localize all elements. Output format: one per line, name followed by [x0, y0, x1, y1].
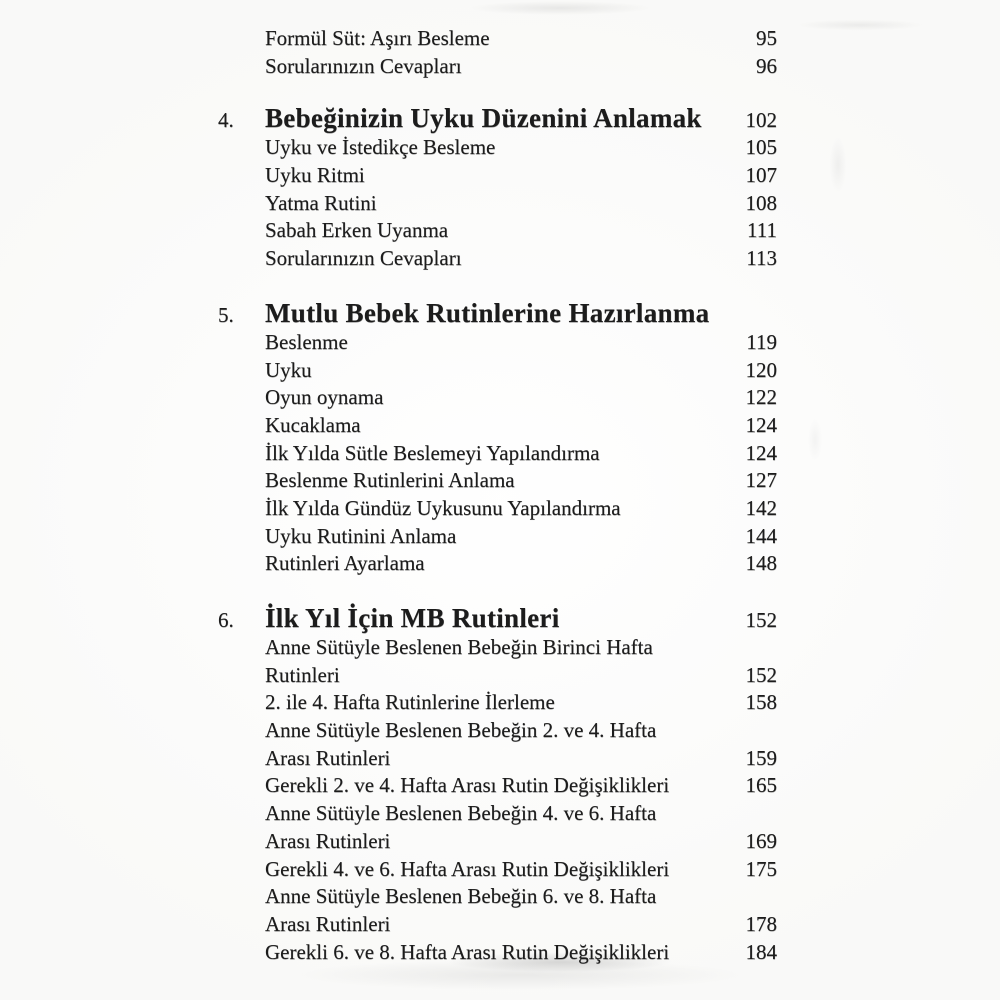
toc-list [218, 26, 777, 967]
toc-entry-row [218, 163, 777, 191]
entry-title: Beslenme [265, 329, 348, 354]
entry-page-number: 159 [745, 745, 777, 770]
entry-page-number: 184 [745, 939, 777, 964]
entry-title: Anne Sütüyle Beslenen Bebeğin 6. ve 8. Hafta [265, 884, 657, 909]
entry-page-number: 111 [747, 218, 777, 243]
toc-entry-row [218, 829, 777, 857]
entry-page-number: 105 [745, 135, 777, 160]
toc-entry-row [218, 358, 777, 386]
toc-entry-row [218, 718, 777, 746]
entry-page-number: 113 [746, 246, 777, 271]
section-number: 4. [218, 108, 234, 133]
entry-page-number: 148 [745, 551, 777, 576]
toc-entry-row [218, 524, 777, 552]
toc-entry-row [218, 857, 777, 885]
entry-page-number: 107 [745, 163, 777, 188]
toc-entry-row [218, 551, 777, 579]
toc-entry-row [218, 26, 777, 54]
toc-entry-row [218, 912, 777, 940]
section-title: Bebeğinizin Uyku Düzenini Anlamak [265, 103, 702, 134]
entry-page-number: 119 [746, 329, 777, 354]
toc-entry-row [218, 135, 777, 163]
entry-page-number: 108 [745, 190, 777, 215]
entry-title: Anne Sütüyle Beslenen Bebeğin Birinci Hafta [265, 635, 653, 659]
entry-title: Formül Süt: Aşırı Besleme [265, 26, 490, 50]
entry-title: Uyku Rutinini Anlama [265, 523, 457, 548]
entry-page-number: 95 [756, 26, 777, 50]
section-page-number: 102 [745, 108, 777, 133]
entry-title: Sorularınızın Cevapları [265, 53, 462, 78]
entry-title: Sorularınızın Cevapları [265, 246, 462, 271]
toc-section-heading [218, 103, 777, 135]
toc-entry-row [218, 54, 777, 82]
entry-page-number: 169 [745, 828, 777, 853]
section-page-number: 152 [745, 608, 777, 632]
toc-entry-row [218, 441, 777, 469]
toc-entry-row [218, 773, 777, 801]
toc-entry-row [218, 385, 777, 413]
toc-entry-row [218, 884, 777, 912]
entry-page-number: 152 [745, 662, 777, 687]
entry-title: Rutinleri Ayarlama [265, 551, 425, 576]
entry-page-number: 142 [745, 495, 777, 520]
entry-title: Oyun oynama [265, 385, 384, 410]
entry-page-number: 144 [745, 523, 777, 548]
entry-title: Anne Sütüyle Beslenen Bebeğin 2. ve 4. Hafta [265, 718, 657, 743]
section-number: 6. [218, 608, 234, 632]
entry-title: Yatma Rutini [265, 190, 377, 215]
entry-page-number: 96 [756, 53, 777, 78]
entry-title: 2. ile 4. Hafta Rutinlerine İlerleme [265, 690, 555, 715]
entry-page-number: 178 [745, 911, 777, 936]
toc-entry-row [218, 940, 777, 968]
section-title: İlk Yıl İçin MB Rutinleri [265, 603, 560, 633]
entry-title: Arası Rutinleri [265, 911, 391, 936]
entry-title: Uyku ve İstedikçe Besleme [265, 135, 496, 160]
toc-entry-row [218, 468, 777, 496]
toc-entry-row [218, 635, 777, 663]
entry-title: İlk Yılda Gündüz Uykusunu Yapılandırma [265, 495, 621, 520]
section-title: Mutlu Bebek Rutinlerine Hazırlanma [265, 297, 710, 328]
entry-page-number: 120 [745, 357, 777, 382]
entry-title: Kucaklama [265, 412, 361, 437]
toc-entry-row [218, 496, 777, 524]
entry-title: Uyku Ritmi [265, 163, 365, 188]
toc-entry-row [218, 218, 777, 246]
entry-title: Gerekli 4. ve 6. Hafta Arası Rutin Değişiklikleri [265, 856, 670, 881]
entry-page-number: 124 [745, 440, 777, 465]
entry-page-number: 124 [745, 412, 777, 437]
entry-title: İlk Yılda Sütle Beslemeyi Yapılandırma [265, 440, 600, 465]
toc-entry-row [218, 246, 777, 274]
toc-entry-row [218, 801, 777, 829]
toc-entry-row [218, 690, 777, 718]
section-number: 5. [218, 302, 234, 327]
toc-entry-row [218, 663, 777, 691]
entry-title: Anne Sütüyle Beslenen Bebeğin 4. ve 6. Hafta [265, 801, 657, 826]
toc-entry-row [218, 746, 777, 774]
toc-section-heading [218, 603, 777, 635]
entry-title: Rutinleri [265, 662, 340, 687]
entry-title: Arası Rutinleri [265, 828, 391, 853]
entry-title: Gerekli 6. ve 8. Hafta Arası Rutin Değişiklikleri [265, 939, 670, 964]
entry-page-number: 122 [745, 385, 777, 410]
entry-page-number: 165 [745, 773, 777, 798]
entry-title: Uyku [265, 357, 312, 382]
entry-page-number: 175 [745, 856, 777, 881]
toc-entry-row [218, 413, 777, 441]
toc-entry-row [218, 191, 777, 219]
entry-title: Gerekli 2. ve 4. Hafta Arası Rutin Değişiklikleri [265, 773, 670, 798]
toc-section-heading [218, 298, 777, 330]
entry-title: Sabah Erken Uyanma [265, 218, 449, 243]
toc-entry-row [218, 330, 777, 358]
entry-title: Beslenme Rutinlerini Anlama [265, 468, 515, 493]
entry-page-number: 158 [745, 690, 777, 715]
entry-page-number: 127 [745, 468, 777, 493]
entry-title: Arası Rutinleri [265, 745, 391, 770]
